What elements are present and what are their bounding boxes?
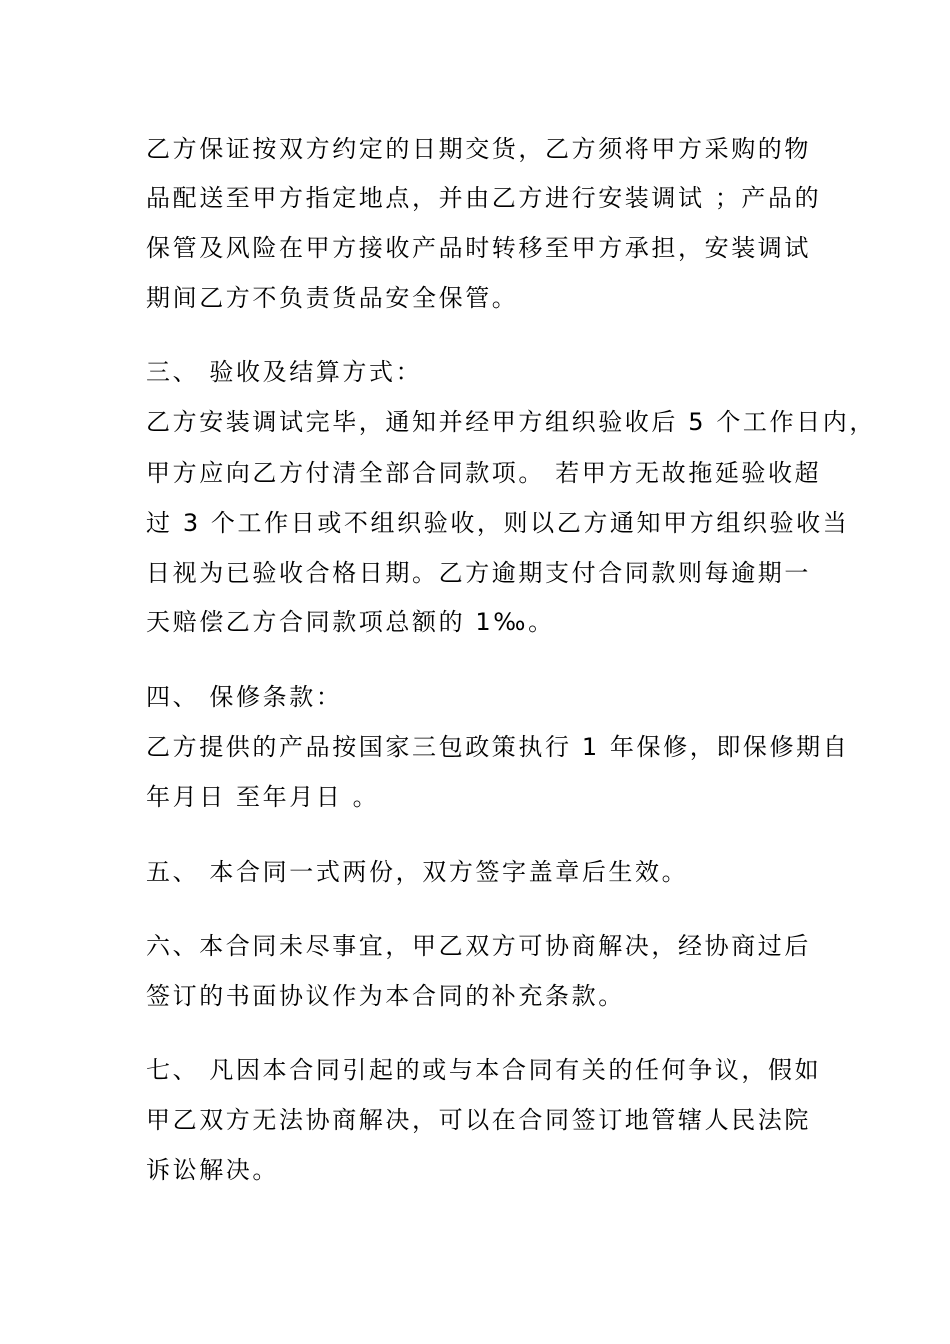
matters-line-1: 六、本合同未尽事宜，甲乙双方可协商解决，经协商过后 — [146, 932, 811, 960]
acceptance-line-1: 乙方安装调试完毕，通知并经甲方组织验收后 5 个工作日内， — [146, 408, 876, 436]
warranty-heading: 四、 保修条款： — [146, 683, 343, 711]
disputes-line-1: 七、 凡因本合同引起的或与本合同有关的任何争议，假如 — [146, 1056, 822, 1084]
copies-clause: 五、 本合同一式两份，双方签字盖章后生效。 — [146, 858, 689, 886]
matters-line-2: 签订的书面协议作为本合同的补充条款。 — [146, 982, 625, 1010]
acceptance-line-5: 天赔偿乙方合同款项总额的 1‰。 — [146, 608, 555, 636]
warranty-line-1: 乙方提供的产品按国家三包政策执行 1 年保修，即保修期自 — [146, 733, 850, 761]
disputes-line-2: 甲乙双方无法协商解决，可以在合同签订地管辖人民法院 — [146, 1106, 811, 1134]
warranty-line-2: 年月日 至年月日 。 — [146, 783, 380, 811]
delivery-line-3: 保管及风险在甲方接收产品时转移至甲方承担，安装调试 — [146, 234, 811, 262]
acceptance-line-4: 日视为已验收合格日期。乙方逾期支付合同款则每逾期一 — [146, 559, 811, 587]
acceptance-line-2: 甲方应向乙方付清全部合同款项。 若甲方无故拖延验收超 — [146, 459, 822, 487]
acceptance-heading: 三、 验收及结算方式： — [146, 358, 423, 386]
delivery-line-1: 乙方保证按双方约定的日期交货，乙方须将甲方采购的物 — [146, 135, 811, 163]
disputes-line-3: 诉讼解决。 — [146, 1156, 279, 1184]
acceptance-line-3: 过 3 个工作日或不组织验收，则以乙方通知甲方组织验收当 — [146, 509, 850, 537]
delivery-line-2: 品配送至甲方指定地点，并由乙方进行安装调试 ；产品的 — [146, 184, 822, 212]
delivery-line-4: 期间乙方不负责货品安全保管。 — [146, 284, 519, 312]
